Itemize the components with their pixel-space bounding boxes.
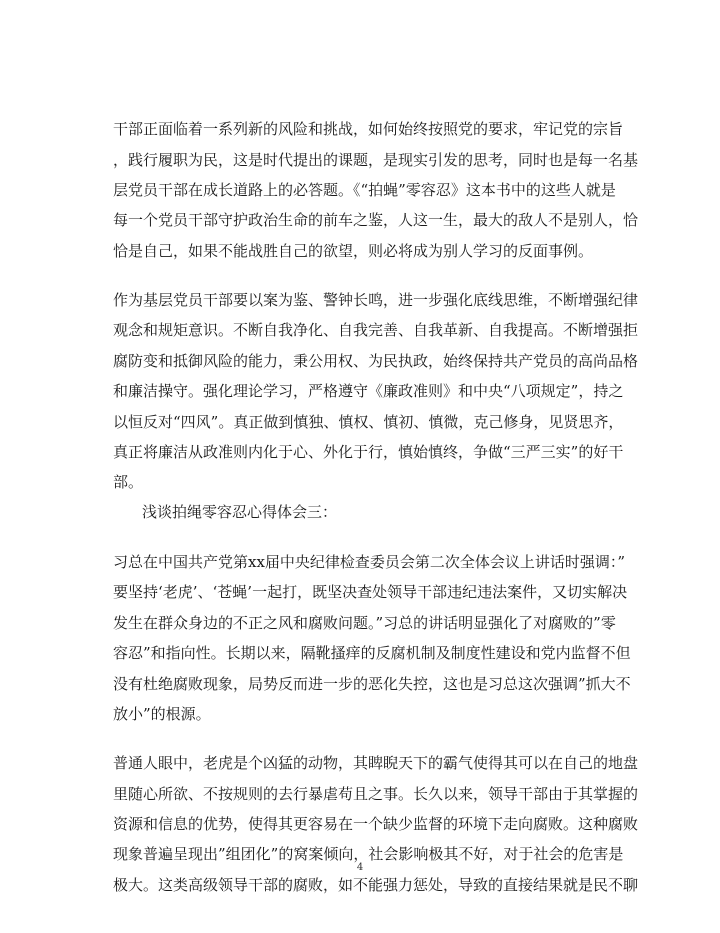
paragraph-1-line-5: 恰是自己，如果不能战胜自己的欲望，则必将成为别人学习的反面事例。 [113, 242, 594, 260]
paragraph-5-line-2: 里随心所欲、不按规则的去行暴虐苟且之事。长久以来，领导干部由于其掌握的 [113, 785, 639, 803]
paragraph-4-line-6: 放小”的根源。 [113, 705, 211, 723]
paragraph-4-line-3: 发生在群众身边的不正之风和腐败问题。”习总的讲话明显强化了对腐败的”零 [113, 614, 616, 632]
paragraph-4-line-1: 习总在中国共产党第xx届中央纪律检查委员会第二次全体会议上讲话时强调：” [113, 553, 626, 571]
paragraph-2-line-7: 部。 [113, 473, 144, 491]
paragraph-1-line-4: 每一个党员干部守护政治生命的前车之鉴，人这一生，最大的敌人不是别人，恰 [113, 211, 639, 229]
paragraph-2-line-1: 作为基层党员干部要以案为鉴、警钟长鸣，进一步强化底线思维，不断增强纪律 [113, 291, 639, 309]
paragraph-1-line-3: 层党员干部在成长道路上的必答题。《“拍蝇”零容忍》这本书中的这些人就是 [113, 181, 616, 199]
paragraph-5-line-4: 现象普遍呈现出”组团化”的窝案倾向，社会影响极其不好，对于社会的危害是 [113, 845, 624, 863]
paragraph-2-line-6: 真正将廉洁从政准则内化于心、外化于行，慎始慎终，争做“三严三实”的好干 [113, 443, 624, 461]
paragraph-4-line-2: 要坚持‘老虎’、‘苍蝇’一起打，既坚决查处领导干部违纪违法案件，又切实解决 [113, 583, 628, 601]
paragraph-1-line-1: 干部正面临着一系列新的风险和挑战，如何始终按照党的要求，牢记党的宗旨 [113, 120, 624, 138]
paragraph-2-line-2: 观念和规矩意识。不断自我净化、自我完善、自我革新、自我提高。不断增强拒 [113, 321, 639, 339]
paragraph-4-line-5: 没有杜绝腐败现象，局势反而进一步的恶化失控，这也是习总这次强调”抓大不 [113, 675, 631, 693]
paragraph-2-line-4: 和廉洁操守。强化理论学习，严格遵守《廉政准则》和中央“八项规定”，持之 [113, 382, 624, 400]
paragraph-5-line-3: 资源和信息的优势，使得其更容易在一个缺少监督的环境下走向腐败。这种腐败 [113, 815, 639, 833]
paragraph-1-line-2: ，践行履职为民，这是时代提出的课题，是现实引发的思考，同时也是每一名基 [113, 151, 639, 169]
page-number: 4 [356, 862, 364, 873]
paragraph-5-line-1: 普通人眼中，老虎是个凶猛的动物，其睥睨天下的霸气使得其可以在自己的地盘 [113, 754, 639, 772]
paragraph-2-line-5: 以恒反对“四风”。真正做到慎独、慎权、慎初、慎微，克己修身，见贤思齐， [113, 413, 624, 431]
paragraph-2-line-3: 腐防变和抵御风险的能力，秉公用权、为民执政，始终保持共产党员的高尚品格 [113, 352, 639, 370]
paragraph-5-line-5: 极大。这类高级领导干部的腐败，如不能强力惩处，导致的直接结果就是民不聊 [113, 876, 639, 894]
section-heading: 浅谈拍绳零容忍心得体会三： [142, 503, 338, 521]
paragraph-4-line-4: 容忍”和指向性。长期以来，隔靴搔痒的反腐机制及制度性建设和党内监督不但 [113, 644, 631, 662]
